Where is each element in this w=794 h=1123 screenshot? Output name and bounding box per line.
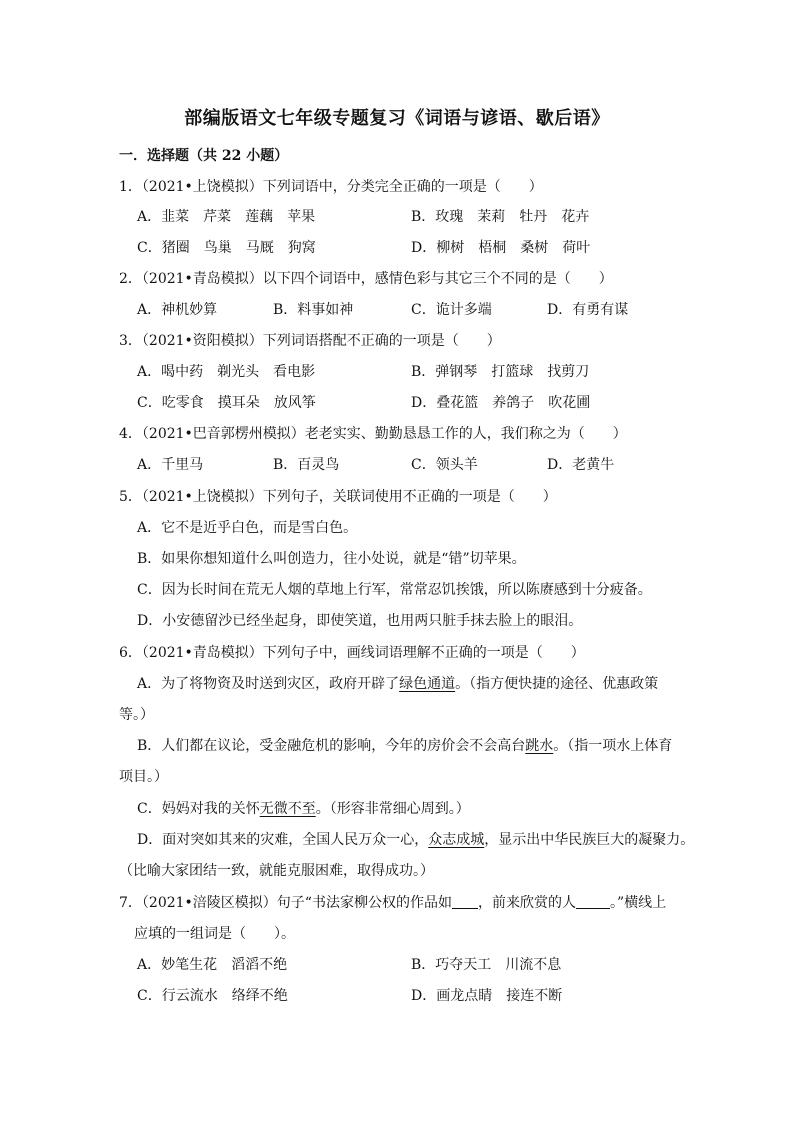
option-text: D．面对突如其来的灾难，全国人民万众一心， — [137, 832, 429, 848]
question-3-option-b[interactable]: B．弹钢琴 打篮球 找剪刀 — [411, 364, 590, 380]
option-text: B．人们都在议论，受金融危机的影响，今年的房价会不会高台 — [137, 738, 526, 754]
question-6-stem: 6．（2021•青岛模拟）下列句子中，画线词语理解不正确的一项是（ ） — [119, 645, 585, 661]
underlined-term: 绿色通道 — [399, 676, 456, 692]
question-1-option-c[interactable]: C．猪圈 鸟巢 马厩 狗窝 — [137, 240, 316, 256]
question-2-option-d[interactable]: D．有勇有谋 — [547, 302, 629, 318]
question-5-option-b[interactable]: B．如果你想知道什么叫创造力，往小处说，就是“错”切苹果。 — [137, 551, 526, 567]
question-1-option-d[interactable]: D．柳树 梧桐 桑树 荷叶 — [411, 240, 591, 256]
question-6-option-d-continued: （比喻大家团结一致，就能克服困难，取得成功。） — [119, 863, 434, 879]
option-text: 。（形容非常细心周到。） — [315, 801, 470, 817]
question-7-stem — [119, 893, 666, 913]
option-text: 。（指方便快捷的途径、优惠政策 — [455, 676, 659, 692]
question-4-option-d[interactable]: D．老黄牛 — [547, 457, 615, 473]
question-6-option-b[interactable] — [137, 736, 672, 756]
question-7-option-d[interactable]: D．画龙点睛 接连不断 — [411, 988, 563, 1004]
option-text: C．妈妈对我的关怀 — [137, 801, 260, 817]
option-text: 。（指一项水上体育 — [553, 738, 673, 754]
stem-text: ，前来欣赏的人 — [477, 895, 576, 911]
question-3-option-d[interactable]: D．叠花篮 养鸽子 吹花圃 — [411, 395, 591, 411]
question-3-option-a[interactable]: A．喝中药 剃光头 看电影 — [137, 364, 316, 380]
question-6-option-c[interactable] — [137, 799, 470, 819]
question-2-stem: 2．（2021•青岛模拟）以下四个词语中，感情色彩与其它三个不同的是（ ） — [119, 271, 613, 287]
question-2-option-c[interactable]: C．诡计多端 — [411, 302, 492, 318]
question-7-option-a[interactable]: A．妙笔生花 滔滔不绝 — [137, 957, 288, 973]
underlined-term: 跳水 — [525, 738, 554, 754]
question-7-option-b[interactable]: B．巧夺天工 川流不息 — [411, 957, 562, 973]
question-1-stem: 1．（2021•上饶模拟）下列词语中，分类完全正确的一项是（ ） — [119, 179, 543, 195]
underlined-term: 无微不至 — [259, 801, 316, 817]
question-6-option-d[interactable] — [137, 830, 694, 850]
question-4-stem: 4．（2021•巴音郭楞州模拟）老老实实、勤勤恳恳工作的人，我们称之为（ ） — [119, 426, 627, 442]
question-5-option-a[interactable]: A．它不是近乎白色，而是雪白色。 — [137, 520, 358, 536]
stem-text: 。”横线上 — [609, 895, 667, 911]
question-7-stem-continued: 应填的一组词是（ ）。 — [134, 926, 295, 942]
question-6-option-b-continued: 项目。） — [119, 769, 168, 785]
stem-text: 7．（2021•涪陵区模拟）句子“书法家柳公权的作品如 — [119, 895, 452, 911]
question-5-stem: 5．（2021•上饶模拟）下列句子，关联词使用不正确的一项是（ ） — [119, 489, 557, 505]
question-3-stem: 3．（2021•资阳模拟）下列词语搭配不正确的一项是（ ） — [119, 333, 501, 349]
question-2-option-a[interactable]: A．神机妙算 — [137, 302, 218, 318]
answer-blank-1[interactable] — [452, 894, 478, 909]
question-7-option-c[interactable]: C．行云流水 络绎不绝 — [137, 988, 288, 1004]
option-text: ，显示出中华民族巨大的凝聚力。 — [484, 832, 695, 848]
question-4-option-c[interactable]: C．领头羊 — [411, 457, 478, 473]
section-heading: 一．选择题（共 22 小题） — [119, 148, 289, 164]
question-3-option-c[interactable]: C．吃零食 摸耳朵 放风筝 — [137, 395, 316, 411]
answer-blank-2[interactable] — [576, 894, 610, 909]
question-6-option-a[interactable] — [137, 674, 658, 694]
question-5-option-c[interactable]: C．因为长时间在荒无人烟的草地上行军，常常忍饥挨饿，所以陈赓感到十分疲备。 — [137, 582, 652, 598]
question-6-option-a-continued: 等。） — [119, 707, 154, 723]
question-4-option-b[interactable]: B．百灵鸟 — [273, 457, 340, 473]
page-title: 部编版语文七年级专题复习《词语与谚语、歇后语》 — [184, 108, 610, 129]
option-text: A．为了将物资及时送到灾区，政府开辟了 — [137, 676, 400, 692]
question-2-option-b[interactable]: B．料事如神 — [273, 302, 354, 318]
question-5-option-d[interactable]: D．小安德留沙已经坐起身，即使笑道，也用两只脏手抹去脸上的眼泪。 — [137, 613, 583, 629]
question-1-option-b[interactable]: B．玫瑰 茉莉 牡丹 花卉 — [411, 209, 590, 225]
question-4-option-a[interactable]: A．千里马 — [137, 457, 204, 473]
underlined-term: 众志成城 — [428, 832, 485, 848]
question-1-option-a[interactable]: A．韭菜 芹菜 莲藕 苹果 — [137, 209, 316, 225]
